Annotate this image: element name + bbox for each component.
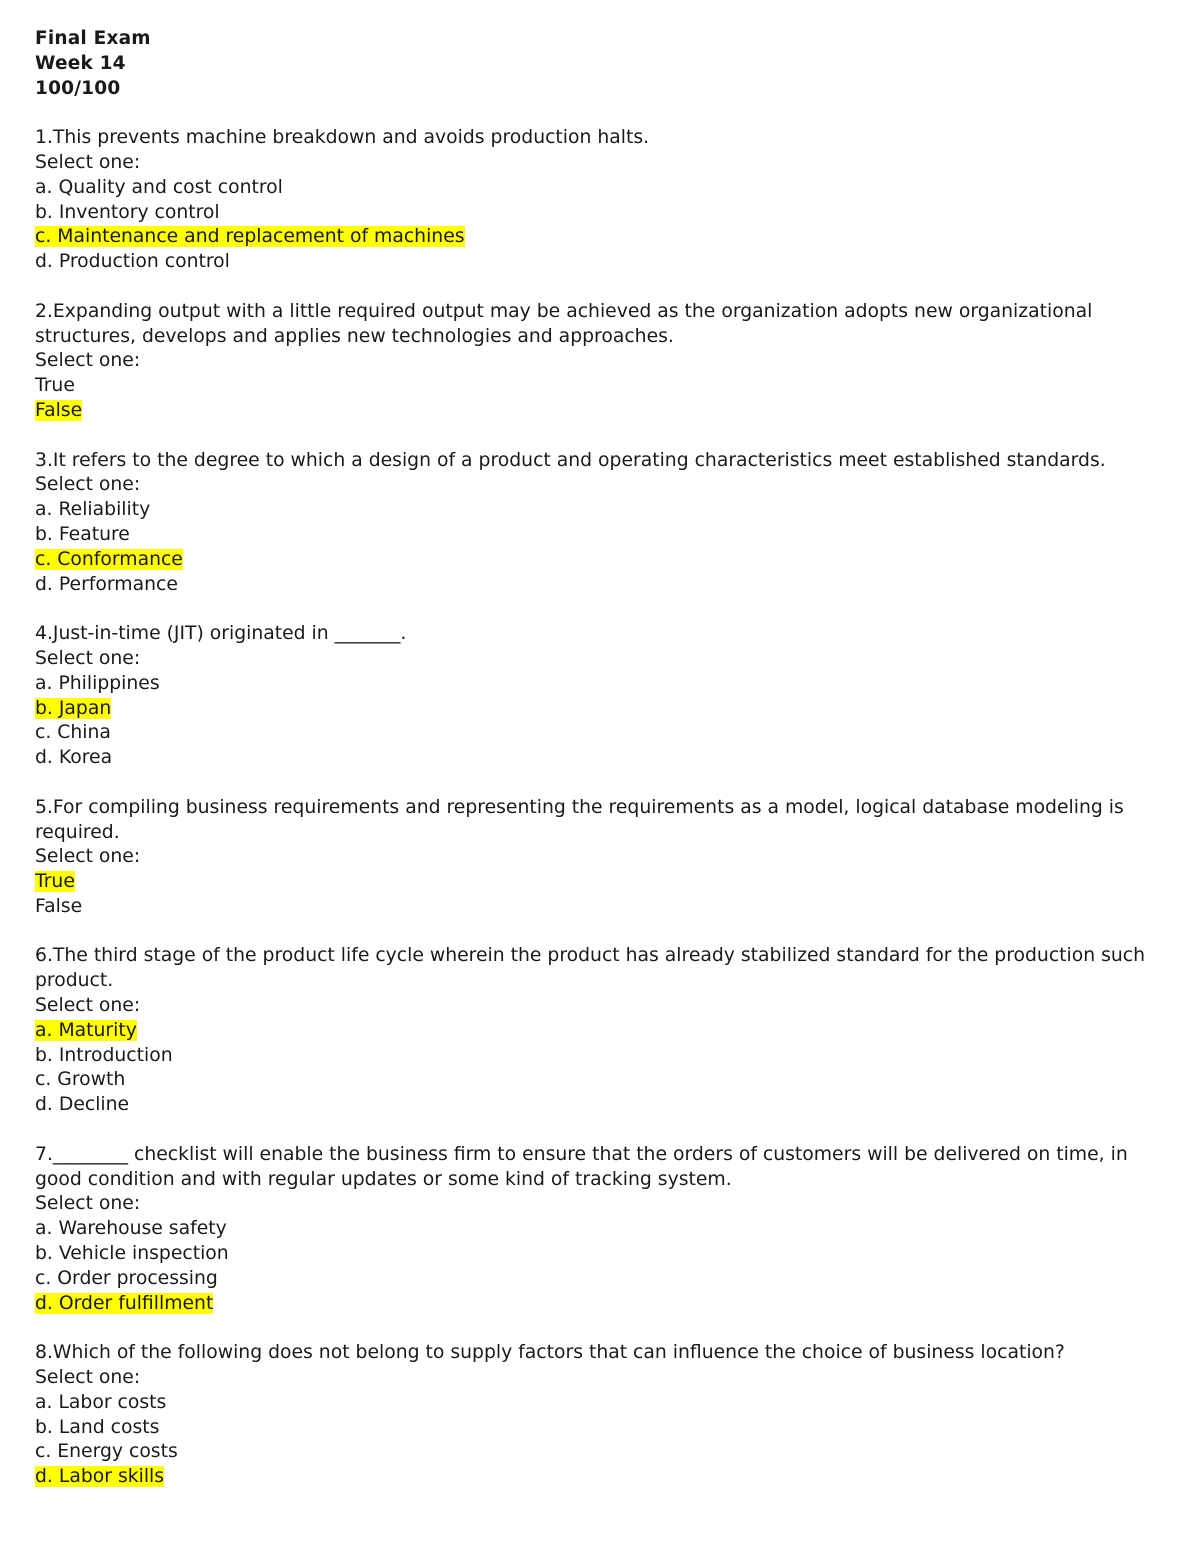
answer-option [35,1391,1165,1416]
question-prompt: Expanding output with a little required output may be achieved as the organization adopts new organizational structures, develops and applies new technologies and approaches. [35,300,1093,347]
question-prompt: Which of the following does not belong to supply factors that can influence the choice of business location? [52,1342,1065,1364]
question-number: 1. [35,127,53,149]
answer-option [35,1242,1165,1267]
option-label: c. Conformance [35,548,183,570]
answer-option [35,374,1165,399]
answer-option-selected [35,1465,1165,1490]
question-text [35,622,1165,647]
question-4 [35,622,1165,771]
answer-option [35,201,1165,226]
select-one-label: Select one: [35,647,141,669]
answer-option [35,672,1165,697]
exam-week: Week 14 [35,52,126,74]
answer-option [35,746,1165,771]
answer-option-selected [35,399,1165,424]
option-label: a. Philippines [35,672,160,694]
question-prompt: Just-in-time (JIT) originated in _______. [52,623,407,645]
question-number: 7. [35,1143,53,1165]
question-text [35,126,1165,151]
question-text [35,1341,1165,1366]
question-number: 4. [35,623,53,645]
question-prompt: This prevents machine breakdown and avoids production halts. [52,127,650,149]
answer-option [35,1044,1165,1069]
question-number: 6. [35,945,53,967]
option-label: a. Reliability [35,499,151,521]
answer-option [35,498,1165,523]
option-label: d. Performance [35,573,178,595]
exam-document [35,27,1165,1490]
question-prompt: It refers to the degree to which a design of a product and operating characteristics meet established standards. [52,449,1106,471]
exam-header [35,27,1165,101]
question-text [35,1143,1165,1193]
question-2 [35,300,1165,424]
answer-option [35,1217,1165,1242]
answer-option [35,176,1165,201]
answer-option [35,523,1165,548]
answer-option-selected [35,1019,1165,1044]
option-label: b. Introduction [35,1044,173,1066]
exam-score: 100/100 [35,77,121,99]
question-text [35,300,1165,350]
option-label: d. Order fulfillment [35,1292,214,1314]
option-label: False [35,895,83,917]
option-label: a. Warehouse safety [35,1218,227,1240]
question-8 [35,1341,1165,1490]
question-3 [35,449,1165,598]
option-label: b. Japan [35,697,112,719]
question-1 [35,126,1165,275]
question-prompt: ________ checklist will enable the business firm to ensure that the orders of customers will be delivered on time, in good condition and with regular updates or some kind of tracking system. [35,1143,1128,1190]
option-label: a. Quality and cost control [35,176,283,198]
answer-option [35,1068,1165,1093]
answer-option [35,895,1165,920]
option-label: False [35,399,83,421]
select-one-label: Select one: [35,1193,141,1215]
select-one-label: Select one: [35,474,141,496]
question-prompt: For compiling business requirements and representing the requirements as a model, logical database modeling is required. [35,796,1124,843]
question-text [35,944,1165,994]
option-label: c. Energy costs [35,1441,178,1463]
answer-option [35,1267,1165,1292]
question-number: 8. [35,1342,53,1364]
option-label: c. Order processing [35,1267,218,1289]
select-one-label: Select one: [35,350,141,372]
option-label: d. Production control [35,251,230,273]
option-label: b. Feature [35,523,130,545]
select-one-label: Select one: [35,846,141,868]
option-label: d. Labor skills [35,1466,165,1488]
question-text [35,449,1165,474]
answer-option-selected [35,870,1165,895]
select-one-label: Select one: [35,151,141,173]
exam-title: Final Exam [35,28,151,49]
question-number: 5. [35,796,53,818]
question-5 [35,796,1165,920]
option-label: d. Korea [35,747,113,769]
select-one-label: Select one: [35,995,141,1017]
option-label: d. Decline [35,1094,130,1116]
option-label: a. Labor costs [35,1391,167,1413]
question-prompt: The third stage of the product life cycle wherein the product has already stabilized standard for the production such product. [35,945,1146,992]
question-number: 3. [35,449,53,471]
option-label: b. Land costs [35,1416,160,1438]
option-label: b. Inventory control [35,201,220,223]
option-label: a. Maturity [35,1019,137,1041]
select-one-label: Select one: [35,1367,141,1389]
option-label: True [35,871,75,893]
answer-option-selected [35,548,1165,573]
question-text [35,796,1165,846]
answer-option [35,1440,1165,1465]
answer-option-selected [35,697,1165,722]
option-label: b. Vehicle inspection [35,1243,229,1265]
answer-option [35,721,1165,746]
question-number: 2. [35,300,53,322]
answer-option [35,573,1165,598]
question-7 [35,1143,1165,1317]
answer-option-selected [35,225,1165,250]
option-label: c. China [35,722,111,744]
answer-option-selected [35,1292,1165,1317]
option-label: c. Growth [35,1069,126,1091]
question-list [35,126,1165,1490]
question-6 [35,944,1165,1118]
answer-option [35,1093,1165,1118]
option-label: True [35,375,75,397]
answer-option [35,250,1165,275]
answer-option [35,1416,1165,1441]
option-label: c. Maintenance and replacement of machines [35,226,465,248]
